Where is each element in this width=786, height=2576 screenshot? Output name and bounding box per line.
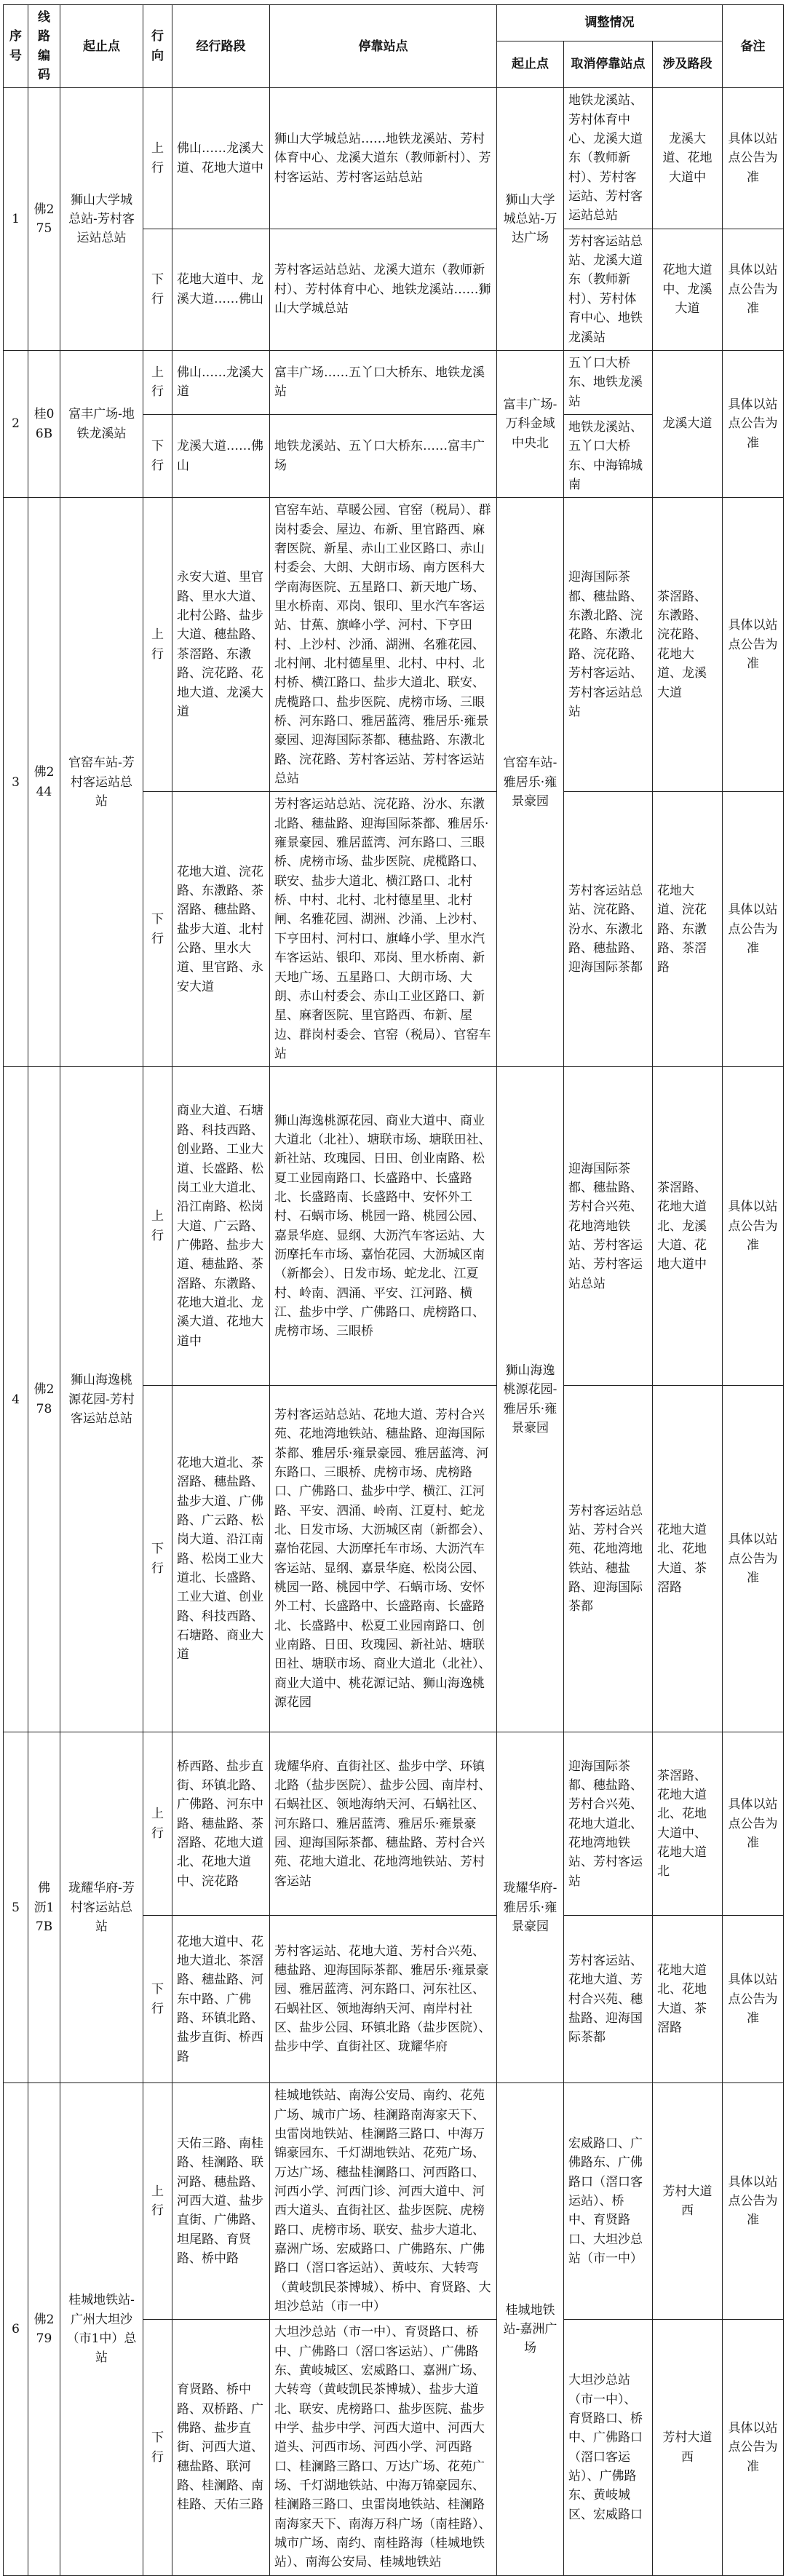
cell-line-code: 桂06B xyxy=(28,350,60,497)
cell-direction: 上行 xyxy=(143,1067,172,1386)
cell-adj-terminals: 富丰广场-万科金域中央北 xyxy=(497,350,564,497)
cell-stops: 芳村客运站总站、花地大道、芳村合兴苑、花地湾地铁站、穗盐路、迎海国际茶都、雅居乐·雍景豪园、雅居蓝湾、河东路口、三眼桥、虎榜市场、虎榜路口、广佛路口、盐步中学、横江、江河路、平安、泗涌、岭南、江夏村、蛇龙北、日发市场、大沥城区南（新都会）、嘉怡花园、大沥摩托车市场、大沥汽车客运站、显纲、嘉景华庭、松岗公园、桃园一路、桃园中学、石蜗市场、安怀外工村、长盛路中、长盛路南、长盛路北、长盛路中、松夏工业园南路口、创业南路、日田、玫瑰园、新社站、塘联田社、塘联市场、商业大道北（北社）、商业大道中、桃花源记站、狮山海逸桃源花园 xyxy=(270,1386,497,1732)
cell-route: 天佑三路、南桂路、桂澜路、联河路、穗盐路、河西大道、盐步直街、广佛路、坦尾路、育贤路、桥中路 xyxy=(172,2083,270,2320)
cell-adj-roads: 龙溪大道、花地大道中 xyxy=(653,88,723,229)
cell-route: 花地大道中、花地大道北、茶滘路、穗盐路、河东中路、广佛路、环镇北路、盐步直街、桥西路 xyxy=(172,1916,270,2083)
cell-adj-terminals: 狮山海逸桃源花园-雅居乐·雍景豪园 xyxy=(497,1067,564,1732)
cell-terminals: 富丰广场-地铁龙溪站 xyxy=(60,350,143,497)
cell-stops: 珑耀华府、直街社区、盐步中学、环镇北路（盐步医院）、盐步公园、南岸村、石蜗社区、领地海纳天河、石蜗社区、河东路口、雅居蓝湾、雅居乐·雍景豪园、迎海国际茶都、穗盐路、芳村合兴苑、花地大道北、花地湾地铁站、芳村客运站 xyxy=(270,1732,497,1916)
cell-route: 育贤路、桥中路、双桥路、广佛路、盐步直街、河西大道、穗盐路、联河路、桂澜路、南桂路、天佑三路 xyxy=(172,2320,270,2575)
cell-adj-roads: 花地大道中、龙溪大道 xyxy=(653,229,723,350)
header-remark: 备注 xyxy=(723,5,784,88)
cell-stops: 芳村客运站总站、龙溪大道东（教师新村）、芳村体育中心、地铁龙溪站……狮山大学城总站 xyxy=(270,229,497,350)
cell-route: 佛山……龙溪大道、花地大道中 xyxy=(172,88,270,229)
cell-adj-cancelled: 芳村客运站总站、芳村合兴苑、花地湾地铁站、穗盐路、迎海国际茶都 xyxy=(564,1386,653,1732)
table-row xyxy=(4,350,784,414)
cell-direction: 下行 xyxy=(143,1386,172,1732)
cell-direction: 下行 xyxy=(143,414,172,497)
cell-stops: 大坦沙总站（市一中）、育贤路口、桥中、广佛路口（滘口客运站）、广佛路东、黄岐城区、宏威路口、嘉洲广场、大转弯（黄岐凯民茶博城）、盐步大道北、联安、虎榜路口、盐步医院、盐步中学、盐步中学、河西大道中、河西大道头、河西市场、河西小学、河西路口、桂澜路三路口、万达广场、花苑广场、千灯湖地铁站、中海万锦豪园东、桂澜路三路口、虫雷岗地铁站、桂澜路南海家天下、南海万科广场（南桂路）、城市广场、南约、南桂路海（桂城地铁站）、南海公安局、桂城地铁站 xyxy=(270,2320,497,2575)
cell-remark: 具体以站点公告为准 xyxy=(723,1732,784,1916)
bus-route-adjustment-table xyxy=(3,4,784,2576)
cell-stops: 芳村客运站总站、浣花路、汾水、东漖北路、穗盐路、迎海国际茶都、雅居乐·雍景豪园、雅居蓝湾、河东路口、三眼桥、虎榜市场、盐步医院、虎榄路口、联安、盐步大道北、横江路口、北村桥、中村、北村、北村德星里、北村闸、名雅花园、湖洲、沙涌、上沙村、下亨田村、河村口、旗峰小学、里水汽车客运站、银印、邓岗、里水桥南、新天地广场、五星路口、大朗市场、大朗、赤山村委会、赤山工业区路口、新星、麻奢医院、里官路西、布新、屋边、群岗村委会、官窑（税局）、官窑车站 xyxy=(270,792,497,1067)
header-terminals: 起止点 xyxy=(60,5,143,88)
cell-adj-terminals: 狮山大学城总站-万达广场 xyxy=(497,88,564,350)
cell-terminals: 桂城地铁站-广州大坦沙（市1中）总站 xyxy=(60,2083,143,2576)
header-adj-terminals: 起止点 xyxy=(497,41,564,88)
header-direction: 行向 xyxy=(143,5,172,88)
cell-direction: 下行 xyxy=(143,1916,172,2083)
cell-adj-roads: 芳村大道西 xyxy=(653,2083,723,2320)
table-row xyxy=(4,498,784,792)
cell-direction: 上行 xyxy=(143,498,172,792)
cell-adj-roads: 芳村大道西 xyxy=(653,2320,723,2575)
cell-direction: 下行 xyxy=(143,2320,172,2575)
cell-direction: 下行 xyxy=(143,229,172,350)
table-row xyxy=(4,1732,784,1916)
cell-adj-terminals: 官窑车站-雅居乐·雍景豪园 xyxy=(497,498,564,1067)
cell-remark: 具体以站点公告为准 xyxy=(723,350,784,497)
cell-line-code: 佛沥17B xyxy=(28,1732,60,2083)
cell-route: 永安大道、里官路、里水大道、北村公路、盐步大道、穗盐路、茶滘路、东漖路、浣花路、花地大道、龙溪大道 xyxy=(172,498,270,792)
cell-direction: 上行 xyxy=(143,350,172,414)
cell-adj-terminals: 桂城地铁站-嘉洲广场 xyxy=(497,2083,564,2576)
cell-adj-roads: 花地大道北、花地大道、茶滘路 xyxy=(653,1916,723,2083)
cell-remark: 具体以站点公告为准 xyxy=(723,498,784,792)
header-adjust-group: 调整情况 xyxy=(497,5,723,41)
cell-remark: 具体以站点公告为准 xyxy=(723,229,784,350)
cell-adj-roads: 龙溪大道 xyxy=(653,350,723,497)
cell-adj-cancelled: 地铁龙溪站、五丫口大桥东、中海锦城南 xyxy=(564,414,653,497)
cell-route: 花地大道北、茶滘路、穗盐路、盐步大道、广佛路、广云路、松岗大道、沿江南路、松岗工业大道北、长盛路、工业大道、创业路、科技西路、石塘路、商业大道 xyxy=(172,1386,270,1732)
cell-line-code: 佛279 xyxy=(28,2083,60,2576)
cell-adj-roads: 茶滘路、东漖路、浣花路、花地大道、龙溪大道 xyxy=(653,498,723,792)
cell-remark: 具体以站点公告为准 xyxy=(723,1067,784,1386)
table-row xyxy=(4,2083,784,2320)
cell-remark: 具体以站点公告为准 xyxy=(723,1386,784,1732)
cell-adj-roads: 花地大道、浣花路、东漖路、茶滘路 xyxy=(653,792,723,1067)
header-route: 经行路段 xyxy=(172,5,270,88)
cell-seq: 1 xyxy=(4,88,28,350)
cell-adj-terminals: 珑耀华府-雅居乐·雍景豪园 xyxy=(497,1732,564,2083)
cell-direction: 上行 xyxy=(143,1732,172,1916)
cell-direction: 下行 xyxy=(143,792,172,1067)
cell-adj-cancelled: 地铁龙溪站、芳村体育中心、龙溪大道东（教师新村）、芳村客运站、芳村客运站总站 xyxy=(564,88,653,229)
cell-seq: 3 xyxy=(4,498,28,1067)
cell-route: 桥西路、盐步直街、环镇北路、广佛路、河东中路、穗盐路、茶滘路、花地大道北、花地大道中、浣花路 xyxy=(172,1732,270,1916)
cell-remark: 具体以站点公告为准 xyxy=(723,2320,784,2575)
cell-adj-cancelled: 迎海国际茶都、穗盐路、芳村合兴苑、花地大道北、花地湾地铁站、芳村客运站 xyxy=(564,1732,653,1916)
cell-route: 龙溪大道……佛山 xyxy=(172,414,270,497)
header-adj-roads: 涉及路段 xyxy=(653,41,723,88)
cell-adj-cancelled: 芳村客运站、花地大道、芳村合兴苑、穗盐路、迎海国际茶都 xyxy=(564,1916,653,2083)
cell-stops: 官窑车站、草暖公园、官窑（税局）、群岗村委会、屋边、布新、里官路西、麻奢医院、新星、赤山工业区路口、赤山村委会、大朗、大朗市场、南方医科大学南海医院、五星路口、新天地广场、里水桥南、邓岗、银印、里水汽车客运站、甘蕉、旗峰小学、河村、下亨田村、上沙村、沙涌、湖洲、名雅花园、北村闸、北村德星里、北村、中村、北村桥、横江路口、盐步大道北、联安、虎榄路口、盐步医院、虎榜市场、三眼桥、河东路口、雅居蓝湾、雅居乐·雍景豪园、迎海国际茶都、穗盐路、东漖北路、浣花路、芳村客运站、芳村客运站总站 xyxy=(270,498,497,792)
cell-adj-roads: 花地大道北、花地大道、茶滘路 xyxy=(653,1386,723,1732)
cell-stops: 狮山大学城总站……地铁龙溪站、芳村体育中心、龙溪大道东（教师新村）、芳村客运站、芳村客运站总站 xyxy=(270,88,497,229)
header-seq: 序号 xyxy=(4,5,28,88)
cell-line-code: 佛244 xyxy=(28,498,60,1067)
cell-direction: 上行 xyxy=(143,2083,172,2320)
cell-direction: 上行 xyxy=(143,88,172,229)
cell-terminals: 狮山大学城总站-芳村客运站总站 xyxy=(60,88,143,350)
cell-route: 花地大道中、龙溪大道……佛山 xyxy=(172,229,270,350)
cell-adj-cancelled: 宏威路口、广佛路东、广佛路口（滘口客运站）、桥中、育贤路口、大坦沙总站（市一中） xyxy=(564,2083,653,2320)
cell-seq: 5 xyxy=(4,1732,28,2083)
cell-line-code: 佛278 xyxy=(28,1067,60,1732)
cell-route: 佛山……龙溪大道 xyxy=(172,350,270,414)
cell-terminals: 官窑车站-芳村客运站总站 xyxy=(60,498,143,1067)
cell-remark: 具体以站点公告为准 xyxy=(723,1916,784,2083)
cell-stops: 富丰广场……五丫口大桥东、地铁龙溪站 xyxy=(270,350,497,414)
cell-seq: 6 xyxy=(4,2083,28,2576)
cell-adj-cancelled: 大坦沙总站（市一中）、育贤路口、桥中、广佛路口（滘口客运站）、广佛路东、黄岐城区、宏威路口 xyxy=(564,2320,653,2575)
header-line-code: 线路编码 xyxy=(28,5,60,88)
cell-adj-cancelled: 芳村客运站总站、龙溪大道东（教师新村）、芳村体育中心、地铁龙溪站 xyxy=(564,229,653,350)
cell-stops: 地铁龙溪站、五丫口大桥东……富丰广场 xyxy=(270,414,497,497)
table-row xyxy=(4,1067,784,1386)
cell-adj-cancelled: 五丫口大桥东、地铁龙溪站 xyxy=(564,350,653,414)
header-stops: 停靠站点 xyxy=(270,5,497,88)
cell-stops: 狮山海逸桃源花园、商业大道中、商业大道北（北社）、塘联市场、塘联田社、新社站、玫瑰园、日田、创业南路、松夏工业园南路口、长盛路中、长盛路北、长盛路南、长盛路中、安怀外工村、石蜗市场、桃园一路、桃园公园、嘉景华庭、显纲、大沥汽车客运站、大沥摩托车市场、嘉怡花园、大沥城区南（新都会）、日发市场、蛇龙北、江夏村、岭南、泗涌、平安、江河路、横江、盐步中学、广佛路口、虎榜路口、虎榜市场、三眼桥 xyxy=(270,1067,497,1386)
cell-stops: 桂城地铁站、南海公安局、南约、花苑广场、城市广场、桂澜路南海家天下、虫雷岗地铁站、桂澜路三路口、中海万锦豪园东、千灯湖地铁站、花苑广场、万达广场、穗盐桂澜路口、河西路口、河西小学、河西门诊、河西大道中、河西大道头、直街社区、盐步医院、虎榜路口、虎榜市场、联安、盐步大道北、嘉洲广场、宏威路口、广佛路东、广佛路口（滘口客运站）、黄岐东、大转弯（黄岐凯民茶博城）、桥中、育贤路、大坦沙总站（市一中） xyxy=(270,2083,497,2320)
cell-adj-roads: 茶滘路、花地大道北、花地大道中、花地大道北 xyxy=(653,1732,723,1916)
cell-stops: 芳村客运站、花地大道、芳村合兴苑、穗盐路、迎海国际茶都、雅居乐·雍景豪园、雅居蓝湾、河东路口、河东社区、石蜗社区、领地海纳天河、南岸村社区、盐步公园、环镇北路（盐步医院）、盐步中学、直街社区、珑耀华府 xyxy=(270,1916,497,2083)
cell-remark: 具体以站点公告为准 xyxy=(723,2083,784,2320)
header-adj-cancelled: 取消停靠站点 xyxy=(564,41,653,88)
cell-remark: 具体以站点公告为准 xyxy=(723,792,784,1067)
cell-adj-cancelled: 芳村客运站总站、浣花路、汾水、东漖北路、穗盐路、迎海国际茶都 xyxy=(564,792,653,1067)
cell-seq: 2 xyxy=(4,350,28,497)
cell-route: 商业大道、石塘路、科技西路、创业路、工业大道、长盛路、松岗工业大道北、沿江南路、松岗大道、广云路、广佛路、盐步大道、穗盐路、茶滘路、东漖路、花地大道北、龙溪大道、花地大道中 xyxy=(172,1067,270,1386)
cell-adj-cancelled: 迎海国际茶都、穗盐路、芳村合兴苑、花地湾地铁站、芳村客运站、芳村客运站总站 xyxy=(564,1067,653,1386)
cell-terminals: 狮山海逸桃源花园-芳村客运站总站 xyxy=(60,1067,143,1732)
cell-seq: 4 xyxy=(4,1067,28,1732)
cell-remark: 具体以站点公告为准 xyxy=(723,88,784,229)
cell-adj-cancelled: 迎海国际茶都、穗盐路、东漖北路、浣花路、东漖北路、浣花路、芳村客运站、芳村客运站总站 xyxy=(564,498,653,792)
table-row xyxy=(4,88,784,229)
cell-route: 花地大道、浣花路、东漖路、茶滘路、穗盐路、盐步大道、北村公路、里水大道、里官路、永安大道 xyxy=(172,792,270,1067)
cell-adj-roads: 茶滘路、花地大道北、龙溪大道、花地大道中 xyxy=(653,1067,723,1386)
cell-terminals: 珑耀华府-芳村客运站总站 xyxy=(60,1732,143,2083)
cell-line-code: 佛275 xyxy=(28,88,60,350)
